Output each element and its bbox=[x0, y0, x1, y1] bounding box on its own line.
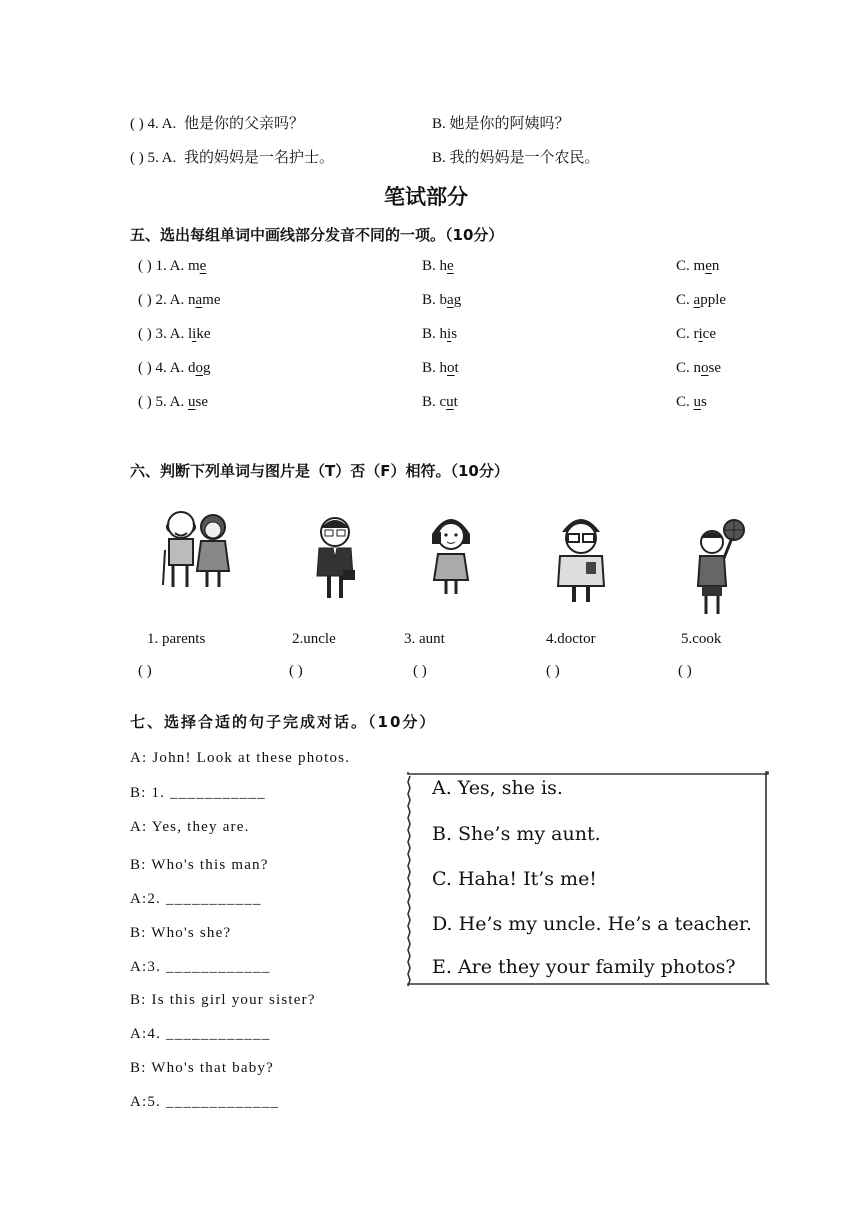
underlined-letter: o bbox=[447, 360, 455, 376]
word-part: C. bbox=[676, 292, 694, 308]
option-c bbox=[676, 360, 721, 377]
q5-number: ( ) 5. A. bbox=[130, 150, 177, 166]
option-c bbox=[676, 258, 719, 275]
word-part: g bbox=[203, 360, 211, 376]
word-part: s bbox=[701, 394, 707, 410]
dialogue-answer-line[interactable]: A:4. ____________ bbox=[130, 1026, 271, 1042]
word-part: B. h bbox=[422, 326, 448, 342]
picture-elderly-couple bbox=[155, 505, 240, 590]
q5-option-a: 我的妈妈是一名护士。 bbox=[184, 150, 335, 166]
option-b bbox=[422, 360, 459, 377]
underlined-letter: e bbox=[199, 258, 207, 274]
underlined-letter: a bbox=[693, 292, 701, 308]
answer-option: B. She’s my aunt. bbox=[432, 823, 601, 845]
word-part: l bbox=[188, 326, 193, 342]
word-part: s bbox=[451, 326, 458, 342]
word-part: n bbox=[711, 258, 720, 274]
option-a bbox=[138, 258, 206, 275]
picture-label: 2.uncle bbox=[292, 631, 336, 647]
dialogue-line: A: John! Look at these photos. bbox=[130, 750, 351, 766]
word-part: C. n bbox=[676, 360, 702, 376]
word-part: ke bbox=[196, 326, 211, 342]
word-part: ( ) 5. A. bbox=[138, 394, 188, 410]
word-part: ( ) 3. A. bbox=[138, 326, 188, 342]
option-b bbox=[422, 258, 454, 275]
answer-option: D. He’s my uncle. He’s a teacher. bbox=[432, 913, 752, 935]
word-part: ( ) 2. A. bbox=[138, 292, 188, 308]
underlined-letter: u bbox=[693, 394, 702, 410]
dialogue-answer-line[interactable]: A:3. ____________ bbox=[130, 959, 271, 975]
picture-woman-on-phone bbox=[420, 510, 482, 596]
dialogue-line: B: Who's this man? bbox=[130, 857, 269, 873]
q4-option-b: B. 她是你的阿姨吗？ bbox=[432, 116, 570, 132]
dialogue-line: B: Who's that baby? bbox=[130, 1060, 274, 1076]
answer-option: E. Are they your family photos? bbox=[432, 956, 736, 978]
word-part: ( ) 1. A. bbox=[138, 258, 188, 274]
word-part: g bbox=[453, 292, 462, 308]
option-a bbox=[138, 360, 211, 377]
underlined-letter: u bbox=[446, 394, 454, 410]
dialogue-answer-line[interactable]: A:2. ___________ bbox=[130, 891, 262, 907]
word-part: t bbox=[453, 394, 458, 410]
underlined-letter: e bbox=[447, 258, 454, 274]
word-part: se bbox=[708, 360, 722, 376]
part-title: 笔试部分 bbox=[384, 185, 468, 209]
picture-doctor-with-glasses bbox=[548, 512, 614, 604]
listening-q5 bbox=[130, 146, 334, 167]
answer-blank[interactable]: ( ) bbox=[546, 663, 560, 679]
q5-option-b: B. 我的妈妈是一个农民。 bbox=[432, 150, 600, 166]
underlined-letter: e bbox=[705, 258, 712, 274]
option-b bbox=[422, 326, 457, 343]
word-part: m bbox=[188, 258, 200, 274]
section7-heading: 七、选择合适的句子完成对话。（10分） bbox=[130, 713, 437, 731]
picture-label: 1. parents bbox=[147, 631, 206, 647]
word-part: ( ) 4. A. bbox=[138, 360, 188, 376]
option-b bbox=[422, 292, 461, 309]
picture-man-with-briefcase bbox=[305, 512, 365, 600]
section6-heading: 六、判断下列单词与图片是（T）否（F）相符。（10分） bbox=[130, 462, 509, 480]
underlined-letter: o bbox=[195, 360, 203, 376]
option-c bbox=[676, 326, 716, 343]
q4-number: ( ) 4. A. bbox=[130, 116, 177, 132]
answer-blank[interactable]: ( ) bbox=[678, 663, 692, 679]
option-a bbox=[138, 394, 208, 411]
underlined-letter: i bbox=[698, 326, 703, 342]
option-c bbox=[676, 292, 726, 309]
picture-label: 4.doctor bbox=[546, 631, 596, 647]
word-part: ce bbox=[702, 326, 716, 342]
underlined-letter: o bbox=[701, 360, 709, 376]
word-part: C. r bbox=[676, 326, 699, 342]
word-part: me bbox=[202, 292, 221, 308]
word-part: C. m bbox=[676, 258, 706, 274]
word-part: se bbox=[195, 394, 208, 410]
word-part: n bbox=[188, 292, 196, 308]
q4-option-a: 他是你的父亲吗？ bbox=[184, 116, 305, 132]
word-part: B. b bbox=[422, 292, 448, 308]
word-part: pple bbox=[700, 292, 727, 308]
answer-blank[interactable]: ( ) bbox=[413, 663, 427, 679]
dialogue-line: A: Yes, they are. bbox=[130, 819, 250, 835]
listening-q4 bbox=[130, 112, 304, 133]
answer-option: A. Yes, she is. bbox=[432, 777, 563, 799]
picture-label: 3. aunt bbox=[404, 631, 445, 647]
picture-boy-with-basketball bbox=[690, 514, 752, 618]
dialogue-answer-line[interactable]: B: 1. ___________ bbox=[130, 785, 266, 801]
underlined-letter: i bbox=[447, 326, 452, 342]
word-part: B. h bbox=[422, 258, 448, 274]
option-a bbox=[138, 292, 221, 309]
answer-blank[interactable]: ( ) bbox=[138, 663, 152, 679]
dialogue-line: B: Is this girl your sister? bbox=[130, 992, 316, 1008]
dialogue-line: B: Who's she? bbox=[130, 925, 232, 941]
picture-label: 5.cook bbox=[681, 631, 722, 647]
word-part: B. c bbox=[422, 394, 447, 410]
answer-option: C. Haha! It’s me! bbox=[432, 868, 597, 890]
word-part: B. h bbox=[422, 360, 448, 376]
section5-heading: 五、选出每组单词中画线部分发音不同的一项。（10分） bbox=[130, 226, 504, 244]
underlined-letter: a bbox=[447, 292, 454, 308]
dialogue-answer-line[interactable]: A:5. _____________ bbox=[130, 1094, 280, 1110]
option-b bbox=[422, 394, 458, 411]
underlined-letter: a bbox=[195, 292, 203, 308]
option-a bbox=[138, 326, 211, 343]
option-c bbox=[676, 394, 707, 411]
underlined-letter: i bbox=[192, 326, 197, 342]
word-part: t bbox=[454, 360, 459, 376]
underlined-letter: u bbox=[188, 394, 196, 410]
answer-blank[interactable]: ( ) bbox=[289, 663, 303, 679]
word-part: d bbox=[188, 360, 196, 376]
word-part: C. bbox=[676, 394, 694, 410]
